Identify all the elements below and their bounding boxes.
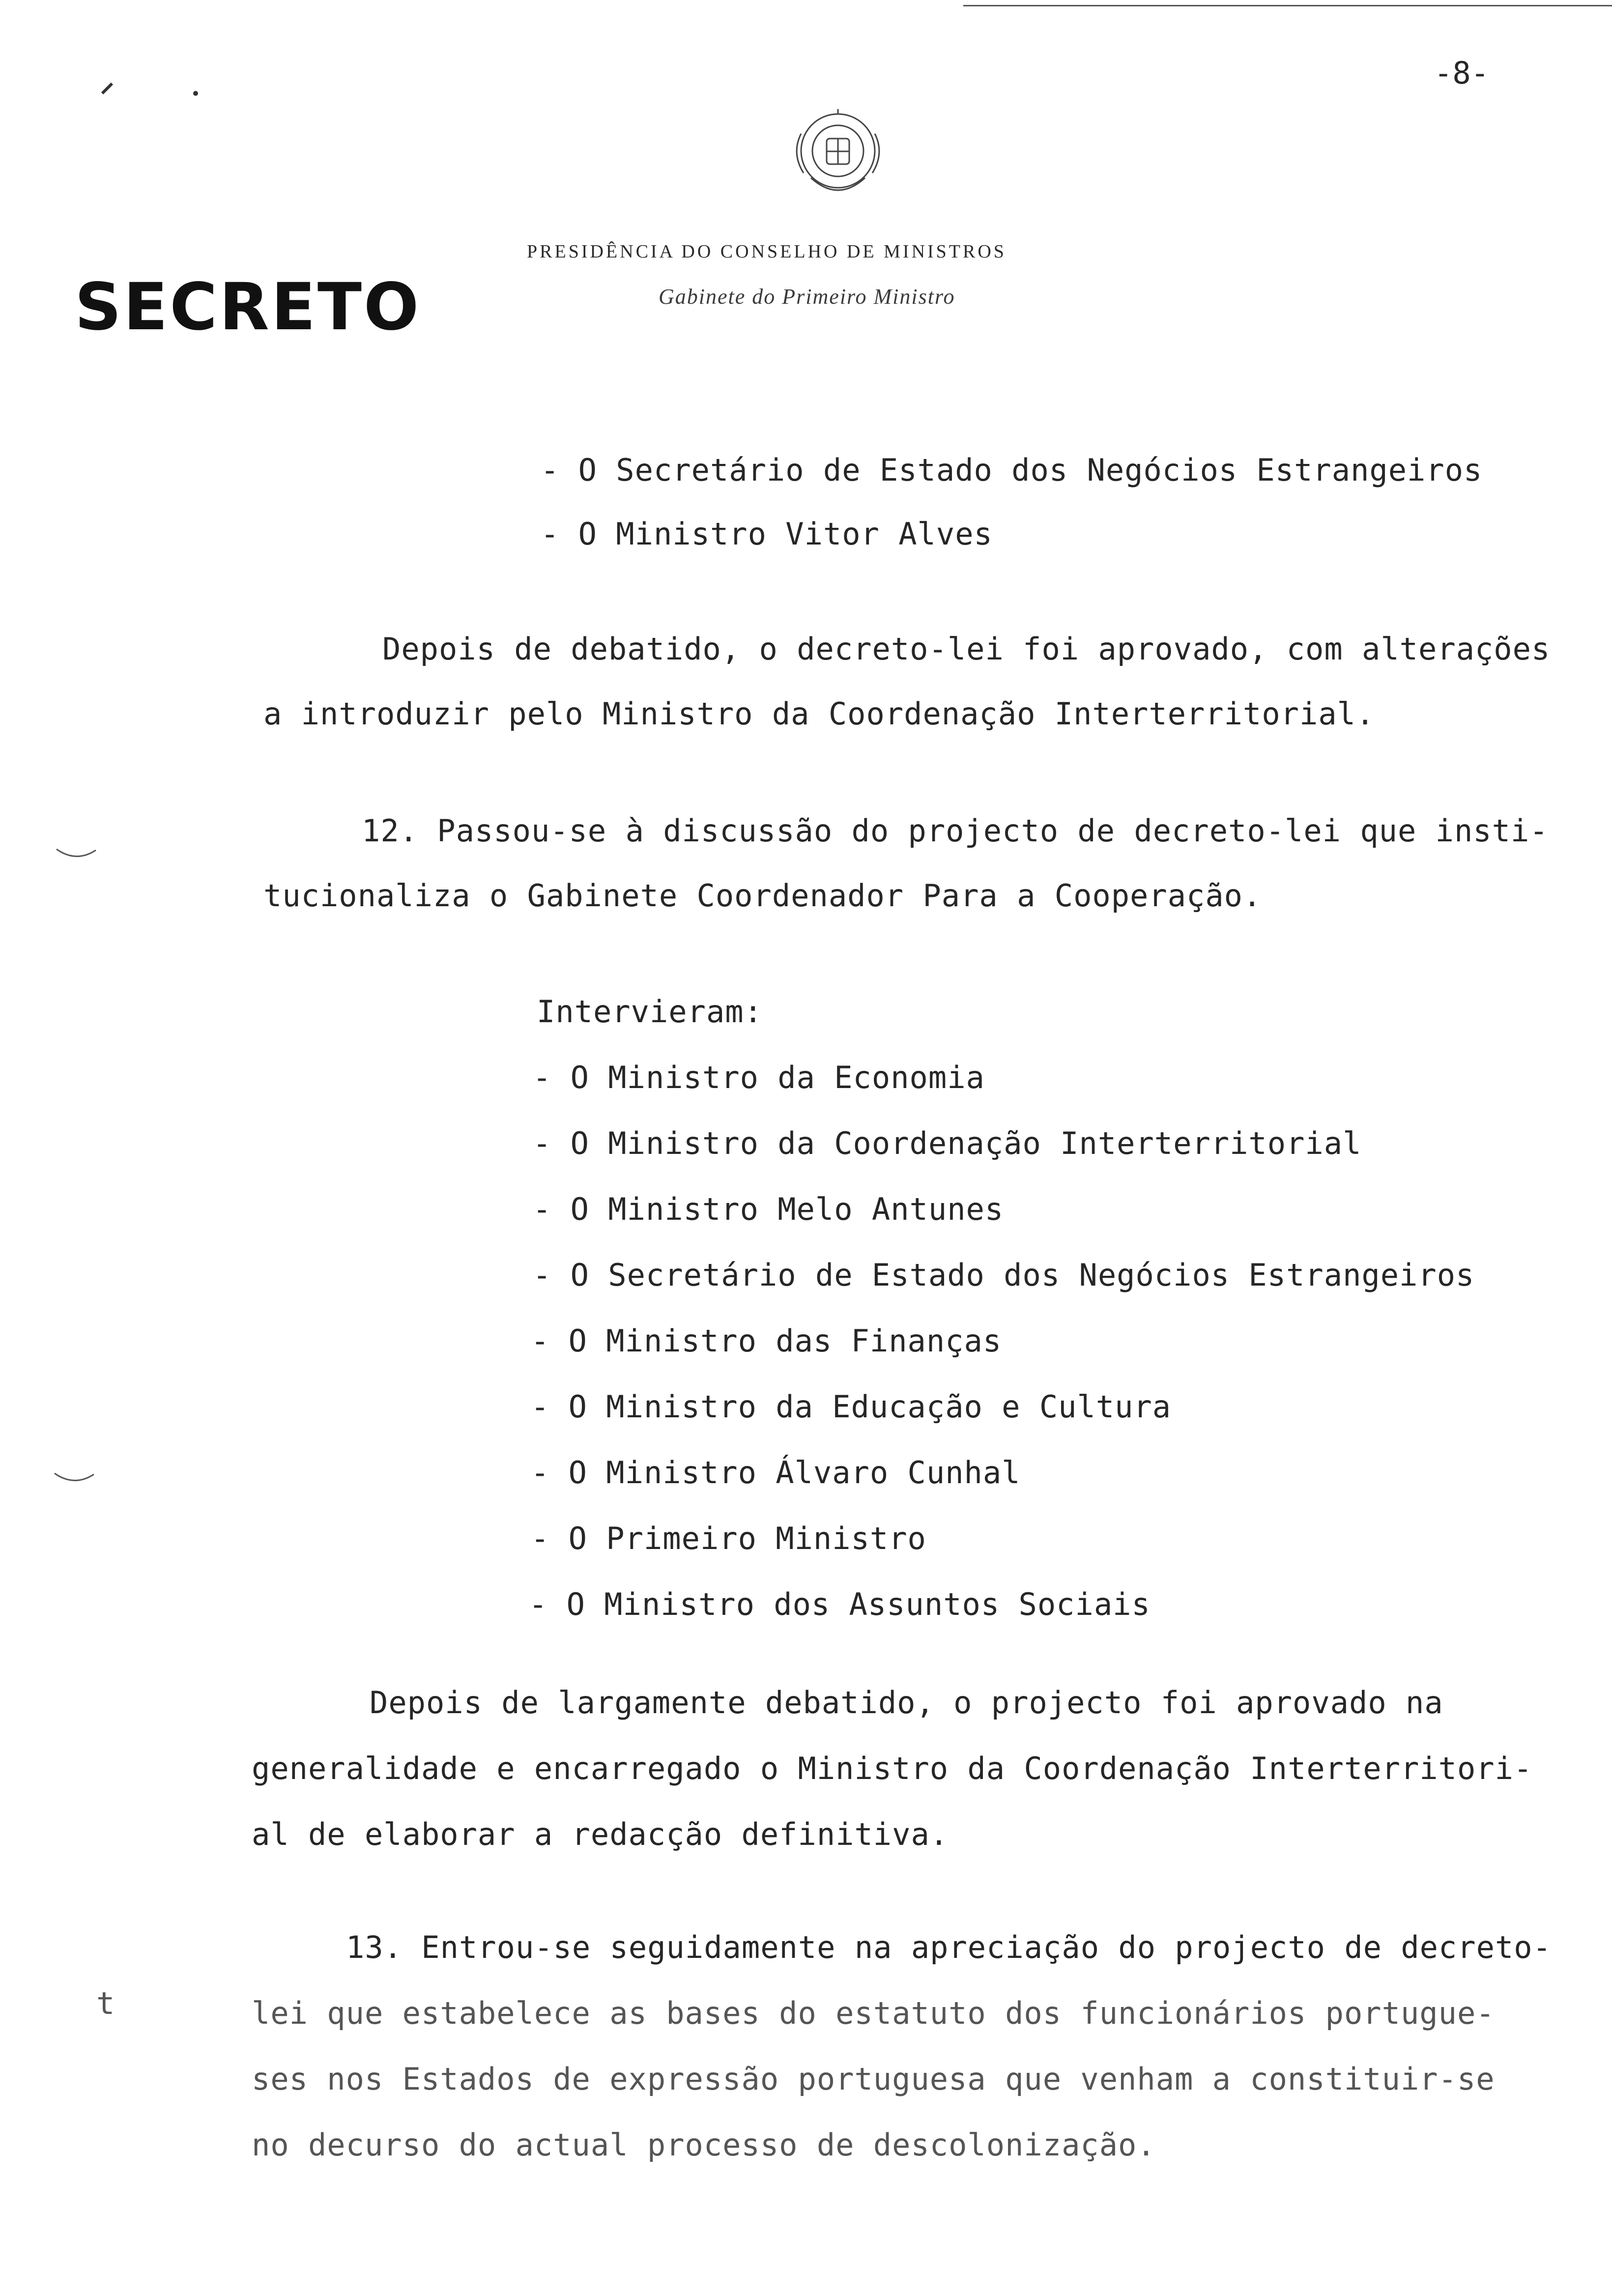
item-13-line: no decurso do actual processo de descolonização. xyxy=(252,2127,1156,2163)
item-13-line: 13. Entrou-se seguidamente na apreciação do projecto de decreto- xyxy=(346,1929,1552,1965)
item-13-line: lei que estabelece as bases do estatuto dos funcionários portugue- xyxy=(252,1995,1495,2031)
intervieram-list-item: - O Ministro dos Assuntos Sociais xyxy=(529,1586,1151,1622)
intervieram-list-item: - O Ministro da Economia xyxy=(533,1060,985,1095)
opening-list-item: - O Secretário de Estado dos Negócios Estrangeiros xyxy=(541,452,1483,488)
classification-stamp: SECRETO xyxy=(75,269,421,345)
intervieram-list-item: - O Ministro Álvaro Cunhal xyxy=(531,1455,1021,1491)
item-12-line: 12. Passou-se à discussão do projecto de decreto-lei que insti- xyxy=(362,813,1549,849)
page-number: -8- xyxy=(1434,55,1489,91)
header-subtitle: Gabinete do Primeiro Ministro xyxy=(659,285,955,309)
top-rule xyxy=(963,5,1612,6)
opening-list-item: - O Ministro Vitor Alves xyxy=(541,516,993,552)
margin-note: t xyxy=(96,1985,115,2021)
scan-speck-icon xyxy=(191,88,201,98)
header-title: PRESIDÊNCIA DO CONSELHO DE MINISTROS xyxy=(527,241,1007,262)
intervieram-label: Intervieram: xyxy=(537,994,763,1030)
intervieram-list-item: - O Primeiro Ministro xyxy=(531,1521,926,1556)
paragraph-2-line: generalidade e encarregado o Ministro da Coordenação Interterritori- xyxy=(252,1751,1533,1786)
intervieram-list-item: - O Ministro da Educação e Cultura xyxy=(531,1389,1172,1425)
paragraph-line: a introduzir pelo Ministro da Coordenação Interterritorial. xyxy=(263,696,1375,732)
paragraph-2-line: al de elaborar a redacção definitiva. xyxy=(252,1816,949,1852)
coat-of-arms-emblem xyxy=(781,104,894,207)
item-12-line: tucionaliza o Gabinete Coordenador Para a Cooperação. xyxy=(263,878,1262,914)
intervieram-list-item: - O Secretário de Estado dos Negócios Estrangeiros xyxy=(533,1257,1475,1293)
intervieram-list-item: - O Ministro da Coordenação Interterritorial xyxy=(533,1125,1362,1161)
punch-hole-mark-icon xyxy=(54,845,98,865)
paragraph-2-line: Depois de largamente debatido, o projecto foi aprovado na xyxy=(370,1685,1443,1721)
item-13-line: ses nos Estados de expressão portuguesa que venham a constituir-se xyxy=(252,2061,1495,2097)
scan-speck-icon xyxy=(98,79,118,98)
paragraph-line: Depois de debatido, o decreto-lei foi aprovado, com alterações xyxy=(382,631,1551,667)
intervieram-list-item: - O Ministro Melo Antunes xyxy=(533,1191,1004,1227)
intervieram-list-item: - O Ministro das Finanças xyxy=(531,1323,1002,1359)
punch-hole-mark-icon xyxy=(52,1469,96,1489)
